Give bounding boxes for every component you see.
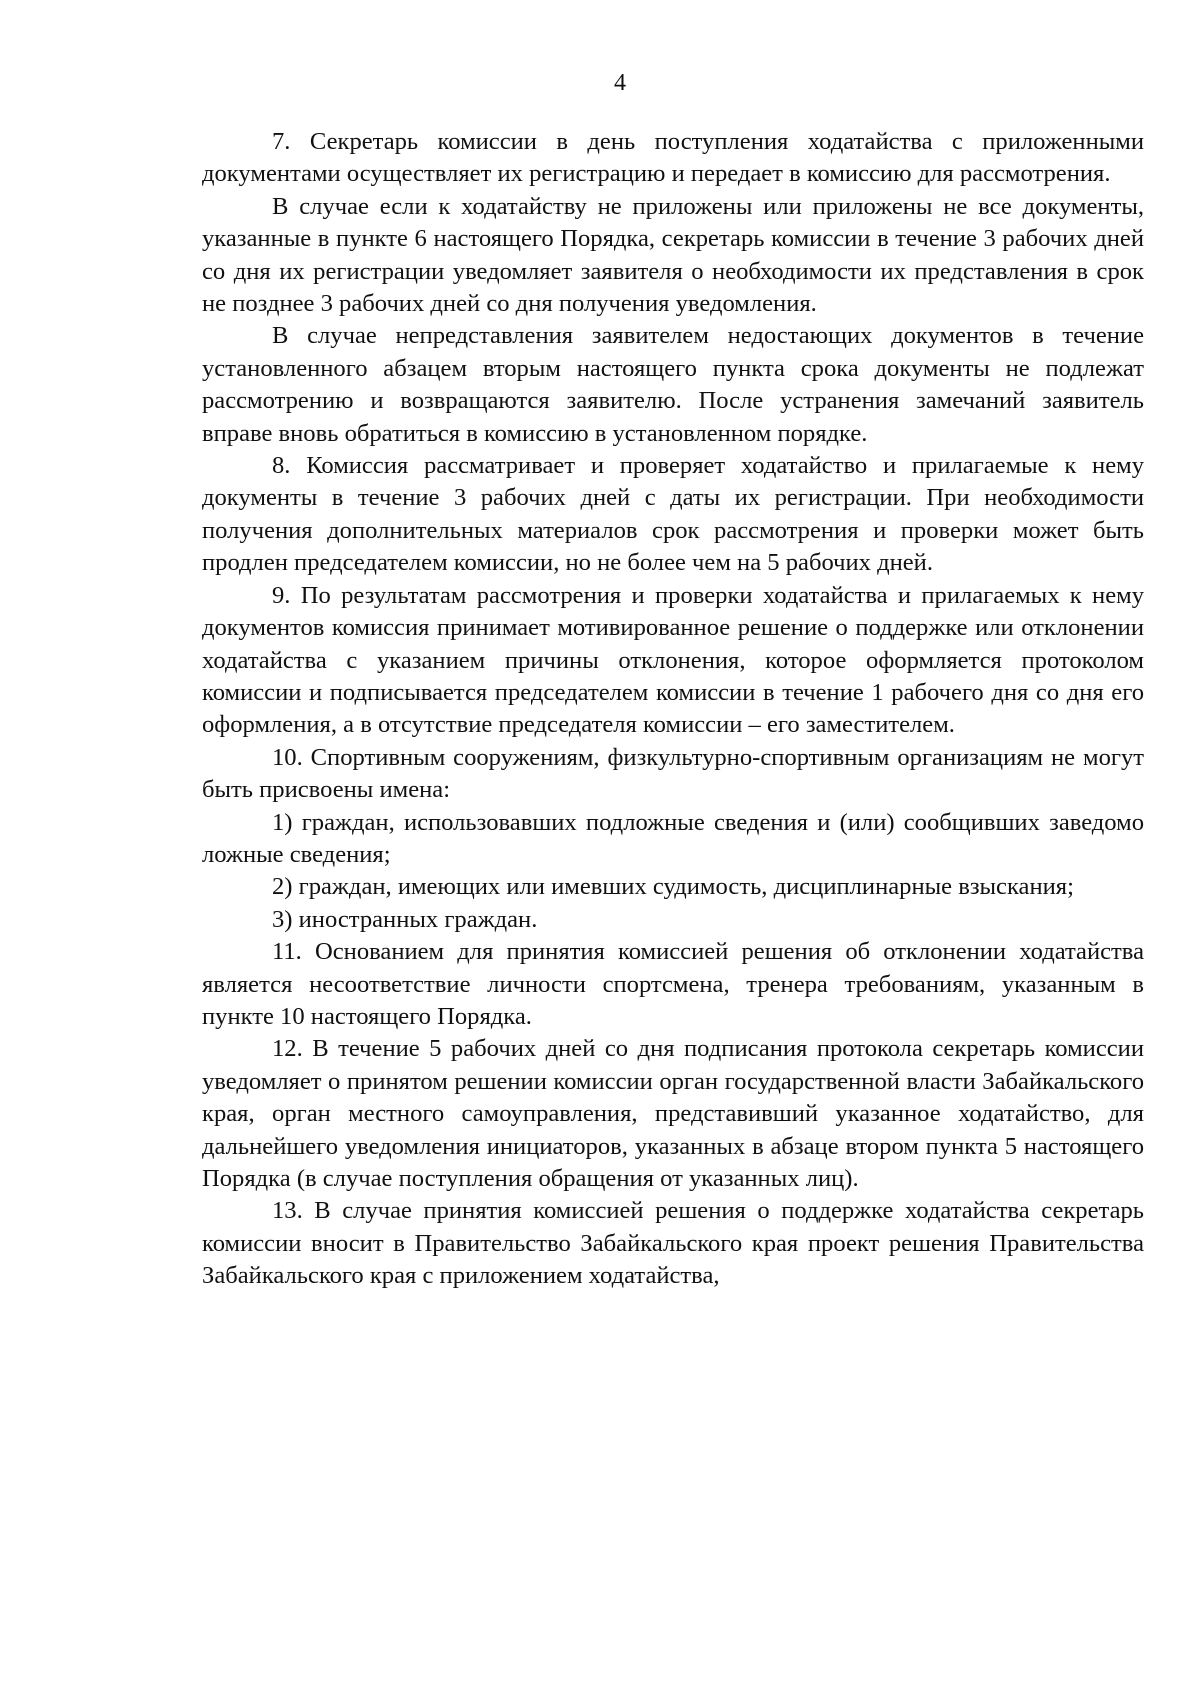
list-item-3: 3) иностранных граждан. bbox=[272, 905, 538, 933]
paragraph-13: 13. В случае принятия комиссией решения о поддержке ходатайства секретарь комиссии вносит в Правительство Забайкальского края проект решения Правительства Забайкальского края с приложением ходатайства, bbox=[202, 1197, 1144, 1290]
list-item-2: 2) граждан, имеющих или имевших судимость, дисциплинарные взыскания; bbox=[272, 873, 1074, 901]
paragraph-7: 7. Секретарь комиссии в день поступления ходатайства с приложенными документами осуществляет их регистрацию и передает в комиссию для рассмотрения. bbox=[202, 128, 1144, 188]
paragraph-7-non-submission: В случае непредставления заявителем недостающих документов в течение установленного абзацем вторым настоящего пункта срока документы не подлежат рассмотрению и возвращаются заявителю. После устранения замечаний заявитель вправе вновь обратиться в комиссию в установленном порядке. bbox=[202, 322, 1144, 447]
document-body bbox=[202, 126, 1144, 1293]
page-number: 4 bbox=[614, 70, 626, 96]
list-item-1: 1) граждан, использовавших подложные сведения и (или) сообщивших заведомо ложные сведения; bbox=[202, 808, 1144, 868]
paragraph-8: 8. Комиссия рассматривает и проверяет ходатайство и прилагаемые к нему документы в течение 3 рабочих дней с даты их регистрации. При необходимости получения дополнительных материалов срок рассмотрения и проверки может быть продлен председателем комиссии, но не более чем на 5 рабочих дней. bbox=[202, 452, 1144, 577]
paragraph-12: 12. В течение 5 рабочих дней со дня подписания протокола секретарь комиссии уведомляет о принятом решении комиссии орган государственной власти Забайкальского края, орган местного самоуправления, представивший указанное ходатайство, для дальнейшего уведомления инициаторов, указанных в абзаце втором пункта 5 настоящего Порядка (в случае поступления обращения от указанных лиц). bbox=[202, 1035, 1144, 1192]
paragraph-9: 9. По результатам рассмотрения и проверки ходатайства и прилагаемых к нему документов комиссия принимает мотивированное решение о поддержке или отклонении ходатайства с указанием причины отклонения, которое оформляется протоколом комиссии и подписывается председателем комиссии в течение 1 рабочего дня со дня его оформления, а в отсутствие председателя комиссии – его заместителем. bbox=[202, 581, 1144, 739]
paragraph-10: 10. Спортивным сооружениям, физкультурно-спортивным организациям не могут быть присвоены имена: bbox=[202, 743, 1144, 804]
paragraph-7-missing-documents: В случае если к ходатайству не приложены или приложены не все документы, указанные в пункте 6 настоящего Порядка, секретарь комиссии в течение 3 рабочих дней со дня их регистрации уведомляет заявителя о необходимости их представления в срок не позднее 3 рабочих дней со дня получения уведомления. bbox=[202, 192, 1144, 318]
paragraph-11: 11. Основанием для принятия комиссией решения об отклонении ходатайства является несоответствие личности спортсмена, тренера требованиям, указанным в пункте 10 настоящего Порядка. bbox=[202, 938, 1144, 1030]
